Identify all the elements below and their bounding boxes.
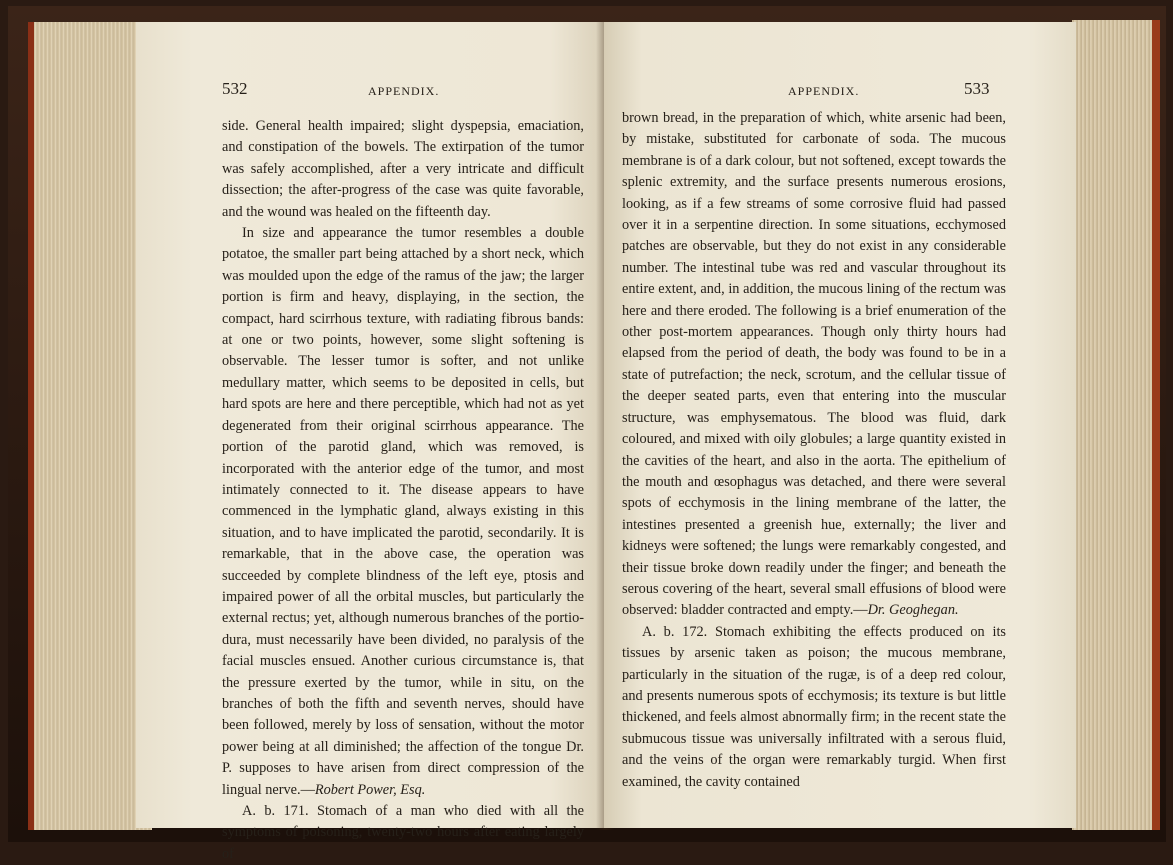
right-paragraph-2: A. b. 172. Stomach exhibiting the effects produced on its tissues by arsenic taken as poison; the mucous membrane, particularly in the situation of the rugæ, is of a deep red colour, and presents numerous spots of ecchymosis; its texture is but little thickened, and feels almost abnormally firm; in the recent state the submucous tissue was universally infiltrated with a serous fluid, and the veins of the organ were remarkably turgid. When first examined, the cavity contained — [622, 623, 1006, 790]
right-text-block — [622, 108, 1006, 793]
left-paragraph-2-text: In size and appearance the tumor resembles a double potatoe, the smaller part being attached by a short neck, which was moulded upon the edge of the ramus of the jaw; the larger portion is firm and heavy, displaying, in the section, the compact, hard scirrhous texture, with radiating fibrous bands: at one or two points, however, some slight softening is observable. The lesser tumor is softer, and not unlike medullary matter, which seems to be deposited in cells, but hard spots are here and there perceptible, which had not as yet degenerated from their original scirrhous appearance. The portion of the parotid gland, which was removed, is incorporated with the anterior edge of the tumor, and most intimately connected to it. The disease appears to have commenced in the lymphatic gland, always existing in this situation, and to have implicated the parotid, secondarily. It is remarkable, that in the above case, the operation was succeeded by complete blindness of the left eye, ptosis and impaired power of all the orbital muscles, but particularly the external rectus; yet, although numerous branches of the portio-dura, must necessarily have been divided, no paralysis of the facial muscles ensued. Another curious circumstance is, that the pressure exerted by the tumor, while in situ, on the branches of both the fifth and seventh nerves, should have been followed, merely by loss of sensation, without the motor power being at all diminished; the affection of the tongue Dr. P. supposes to have arisen from direct compression of the lingual nerve.— — [222, 225, 584, 798]
left-page — [136, 22, 606, 862]
right-page — [604, 22, 1076, 828]
left-running-head: APPENDIX. — [368, 84, 440, 98]
right-paragraph-1 — [622, 108, 1006, 622]
left-paragraph-1: side. General health impaired; slight dyspepsia, emaciation, and constipation of the bowels. The extirpation of the tumor was safely accomplished, after a very intricate and difficult dissection; the after-progress of the case was quite favorable, and the wound was healed on the fifteenth day. — [222, 118, 584, 220]
left-paragraph-2 — [222, 223, 584, 801]
right-running-head: APPENDIX. — [788, 84, 860, 98]
left-attribution: Robert Power, Esq. — [314, 781, 426, 798]
left-paragraph-3: A. b. 171. Stomach of a man who died with all the symptoms of poisoning, twenty-two hours after eating largely of — [222, 803, 584, 862]
right-page-edges — [1072, 20, 1160, 830]
right-page-number: 533 — [964, 79, 990, 98]
left-page-number: 532 — [222, 79, 248, 98]
left-text-block — [222, 116, 584, 865]
right-paragraph-1-text: brown bread, in the preparation of which, white arsenic had been, by mistake, substituted for carbonate of soda. The mucous membrane is of a dark colour, but not softened, except towards the splenic extremity, and the surface presents numerous erosions, looking, as if a few streams of some corrosive fluid had passed over it in a serpentine direction. In some situations, ecchymosed patches are observable, but they do not exist in any considerable number. The intestinal tube was red and vascular throughout its entire extent, and, in addition, the mucous lining of the rectum was here and there eroded. The following is a brief enumeration of the other post-mortem appearances. Though only thirty hours had elapsed from the period of death, the body was found to be in a state of putrefaction; the neck, scrotum, and the cellular tissue of the deeper seated parts, even that entering into the muscular structure, was emphysematous. The blood was fluid, dark coloured, and mixed with oily globules; a large quantity existed in the cavities of the heart, and also in the aorta. The epithelium of the mouth and œsophagus was detached, and there were several spots of ecchymosis in the lining membrane of the latter, the intestines presented a greenish hue, externally; the liver and kidneys were softened; the lungs were remarkably congested, and their tissue broke down readily under the finger; and beneath the serous covering of the heart, several small effusions of blood were observed: bladder contracted and empty.— — [622, 110, 1006, 619]
left-page-edges — [28, 22, 152, 830]
right-attribution: Dr. Geoghegan. — [867, 602, 959, 619]
